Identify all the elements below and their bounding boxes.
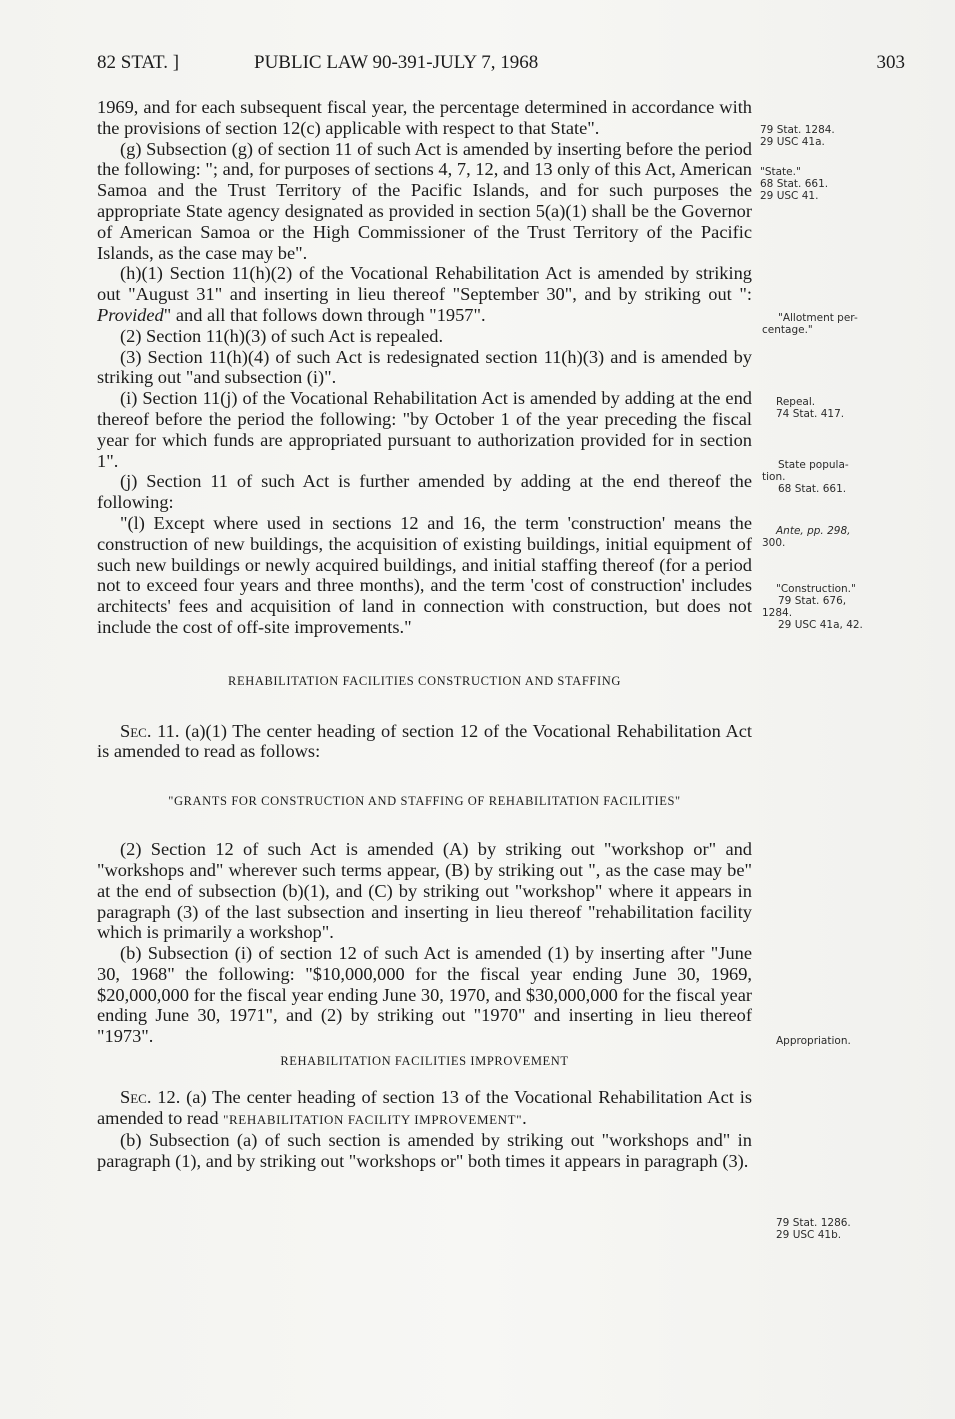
margin-note xyxy=(762,312,912,336)
paragraph: (b) Subsection (a) of such section is amended by striking out "workshops and" in paragraph (1), and by striking out "workshops or" both times it appears in paragraph (3). xyxy=(97,1130,752,1172)
note-line: 29 USC 41. xyxy=(760,190,819,202)
paragraph: (2) Section 11(h)(3) of such Act is repealed. xyxy=(120,325,444,346)
note-line: 79 Stat. 1286. xyxy=(776,1217,851,1229)
note-line: "Allotment per- xyxy=(778,312,858,324)
note-line: 79 Stat. 1284. xyxy=(760,124,835,136)
header-title: PUBLIC LAW 90-391-JULY 7, 1968 xyxy=(254,52,539,73)
text-run: . xyxy=(522,1107,527,1128)
margin-note xyxy=(776,396,926,420)
note-line: centage." xyxy=(762,324,813,336)
margin-note xyxy=(762,525,912,549)
center-heading-quote: "GRANTS FOR CONSTRUCTION AND STAFFING OF REHABILITATION FACILITIES" xyxy=(168,794,681,809)
paragraph xyxy=(97,1087,752,1131)
paragraph: (2) Section 12 of such Act is amended (A) by striking out "workshop or" and "workshops and" wherever such terms appear, (B) by striking out ", as the case may be" at the end of subsection (b)(1), and (C) by striking out "workshop" where it appears in paragraph (3) of the last subsection and inserting in lieu thereof "rehabilitation facility which is primarily a workshop". xyxy=(97,839,752,943)
note-line: 300. xyxy=(762,537,786,549)
margin-note xyxy=(776,1217,926,1241)
margin-note xyxy=(762,583,912,631)
margin-note xyxy=(762,459,912,495)
paragraph xyxy=(97,263,752,325)
section-heading: REHABILITATION FACILITIES IMPROVEMENT xyxy=(280,1054,569,1069)
note-line: 29 USC 41a, 42. xyxy=(778,619,863,631)
text-run: (a) The center heading of section 13 of the Vocational Rehabilitation Act is amended to read xyxy=(97,1086,752,1128)
section-label: Sec. 12. xyxy=(120,1086,181,1107)
margin-note xyxy=(760,166,910,202)
paragraph: (b) Subsection (i) of section 12 of such Act is amended (1) by inserting after "June 30, 1968" the following: "$10,000,000 for the fiscal year ending June 30, 1969, $20,000,000 for the fiscal year ending June 30, 1970, and $30,000,000 for the fiscal year ending June 30, 1971", and (2) by striking out "1970" and inserting in lieu thereof "1973". xyxy=(97,943,752,1047)
note-line: 74 Stat. 417. xyxy=(776,408,845,420)
text-run: (h)(1) Section 11(h)(2) of the Vocational Rehabilitation Act is amended by striking out "August 31" and inserting in lieu thereof "September 30", and by striking out ": xyxy=(97,263,752,305)
paragraph: 1969, and for each subsequent fiscal year, the percentage determined in accordance with the provisions of section 12(c) applicable with respect to that State". xyxy=(97,97,752,138)
note-line: State popula- xyxy=(778,459,849,471)
note-line: tion. xyxy=(762,471,786,483)
paragraph: "(l) Except where used in sections 12 and 16, the term 'construction' means the construction of new buildings, the acquisition of existing buildings, initial equipment of such new buildings or newly acquired buildings, and initial staffing thereof (for a period not to exceed four years and three months), and the term 'cost of construction' includes architects' fees and acquisition of land in connection with construction, but does not include the cost of off-site improvements." xyxy=(97,512,752,637)
page-number: 303 xyxy=(876,52,905,73)
paragraph: (j) Section 11 of such Act is further amended by adding at the end thereof the following: xyxy=(97,471,752,513)
section-heading: REHABILITATION FACILITIES CONSTRUCTION AND STAFFING xyxy=(228,673,621,688)
note-line: 68 Stat. 661. xyxy=(760,178,829,190)
paragraph: (g) Subsection (g) of section 11 of such Act is amended by inserting before the period the following: "; and, for purposes of sections 4, 7, 12, and 13 only of this Act, American Samoa and the Trust Territory of the Pacific Islands, and for such purposes the appropriate State agency designated as provided in section 5(a)(1) shall be the Governor of American Samoa or the High Commissioner of the Trust Territory of the Pacific Islands, as the case may be". xyxy=(97,138,752,263)
note-line: 1284. xyxy=(762,607,793,619)
margin-notes xyxy=(760,0,920,1419)
note-line: 29 USC 41b. xyxy=(776,1229,842,1241)
italic-text: Provided xyxy=(97,304,164,325)
text-run: (a)(1) The center heading of section 12 of the Vocational Rehabilitation Act is amended to read as follows: xyxy=(97,720,753,762)
note-line: "State." xyxy=(760,166,801,178)
note-line: 29 USC 41a. xyxy=(760,136,825,148)
small-caps-heading: "REHABILITATION FACILITY IMPROVEMENT" xyxy=(223,1111,523,1127)
margin-note xyxy=(760,124,910,148)
note-line: Appropriation. xyxy=(776,1035,851,1047)
main-text xyxy=(97,97,752,1172)
header-volume: 82 STAT. ] xyxy=(97,52,180,73)
section-label: Sec. 11. xyxy=(120,720,180,741)
paragraph xyxy=(97,721,752,763)
text-run: " and all that follows down through "1957". xyxy=(163,304,486,325)
paragraph: (3) Section 11(h)(4) of such Act is redesignated section 11(h)(3) and is amended by striking out "and subsection (i)". xyxy=(97,346,752,388)
margin-note xyxy=(776,1035,926,1047)
note-line: Repeal. xyxy=(776,396,816,408)
note-line: "Construction." xyxy=(776,583,856,595)
note-line: 79 Stat. 676, xyxy=(778,595,847,607)
note-line: 68 Stat. 661. xyxy=(778,483,847,495)
paragraph: (i) Section 11(j) of the Vocational Rehabilitation Act is amended by adding at the end thereof before the period the following: "by October 1 of the year preceding the fiscal year for which funds are appropriated pursuant to authorization provided for in section 1". xyxy=(97,388,752,471)
note-line: Ante, pp. 298, xyxy=(776,525,851,537)
